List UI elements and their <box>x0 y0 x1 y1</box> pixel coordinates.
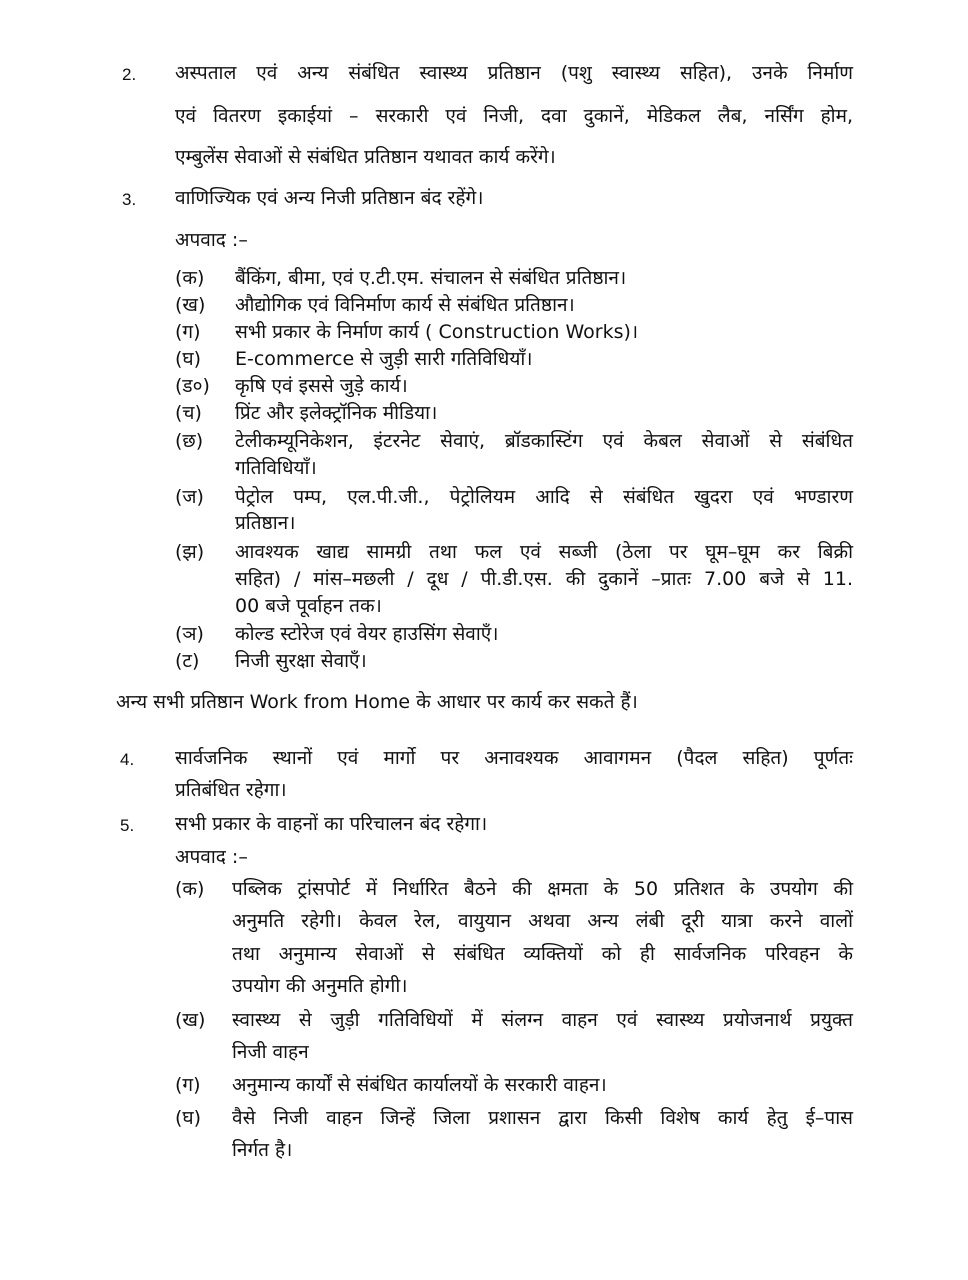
item-text: सहित) / मांस–मछली / दूध / पी.डी.एस. की दुकानें –प्रातः 7.00 बजे से 11. <box>235 568 853 590</box>
item-text: निजी वाहन <box>232 1041 309 1063</box>
item-text: कोल्ड स्टोरेज एवं वेयर हाउसिंग सेवाएँ। <box>235 623 499 645</box>
section-text-line: सभी प्रकार के वाहनों का परिचालन बंद रहेगा। <box>175 813 488 835</box>
item-text: पेट्रोल पम्प, एल.पी.जी., पेट्रोलियम आदि से संबंधित खुदरा एवं भण्डारण <box>235 486 853 508</box>
item-label: (ग) <box>175 1074 201 1096</box>
item-label: (ख) <box>175 294 206 316</box>
section-text-line: वाणिज्यिक एवं अन्य निजी प्रतिष्ठान बंद रहेंगे। <box>175 187 484 209</box>
item-text: निजी सुरक्षा सेवाएँ। <box>235 650 367 672</box>
item-text: E-commerce से जुड़ी सारी गतिविधियाँ। <box>235 348 533 370</box>
item-text: पब्लिक ट्रांसपोर्ट में निर्धारित बैठने की क्षमता के 50 प्रतिशत के उपयोग की <box>232 878 853 900</box>
section-number: 5. <box>120 816 135 835</box>
item-text: प्रतिष्ठान। <box>235 512 296 534</box>
item-label: (क) <box>175 878 205 900</box>
item-label: (क) <box>175 267 205 289</box>
section-text-line: एम्बुलेंस सेवाओं से संबंधित प्रतिष्ठान यथावत कार्य करेंगे। <box>175 146 556 168</box>
footer-note: अन्य सभी प्रतिष्ठान Work from Home के आधार पर कार्य कर सकते हैं। <box>116 691 638 713</box>
item-label: (ख) <box>175 1009 206 1031</box>
item-text: बैंकिंग, बीमा, एवं ए.टी.एम. संचालन से संबंधित प्रतिष्ठान। <box>235 267 627 289</box>
exception-label: अपवाद :– <box>175 229 248 251</box>
item-text: टेलीकम्यूनिकेशन, इंटरनेट सेवाएं, ब्रॉडकास्टिंग एवं केबल सेवाओं से संबंधित <box>235 430 853 452</box>
item-text: तथा अनुमान्य सेवाओं से संबंधित व्यक्तियों को ही सार्वजनिक परिवहन के <box>232 943 853 965</box>
item-label: (ग) <box>175 321 201 343</box>
item-text: प्रिंट और इलेक्ट्रॉनिक मीडिया। <box>235 402 438 424</box>
item-label: (ञ) <box>175 623 204 645</box>
item-label: (घ) <box>175 348 202 370</box>
item-label: (झ) <box>175 541 205 563</box>
item-label: (ड०) <box>175 375 210 397</box>
section-text-line: प्रतिबंधित रहेगा। <box>175 779 287 801</box>
item-text: औद्योगिक एवं विनिर्माण कार्य से संबंधित प्रतिष्ठान। <box>235 294 575 316</box>
section-text-line: सार्वजनिक स्थानों एवं मार्गो पर अनावश्यक आवागमन (पैदल सहित) पूर्णतः <box>175 747 853 769</box>
item-text: अनुमति रहेगी। केवल रेल, वायुयान अथवा अन्य लंबी दूरी यात्रा करने वालों <box>232 910 853 932</box>
item-text: आवश्यक खाद्य सामग्री तथा फल एवं सब्जी (ठेला पर घूम–घूम कर बिक्री <box>235 541 853 563</box>
exception-label: अपवाद :– <box>175 846 248 868</box>
item-text: निर्गत है। <box>232 1139 293 1161</box>
section-number: 4. <box>120 750 135 769</box>
item-text: वैसे निजी वाहन जिन्हें जिला प्रशासन द्वारा किसी विशेष कार्य हेतु ई–पास <box>232 1107 853 1129</box>
section-text-line: एवं वितरण इकाईयां – सरकारी एवं निजी, दवा दुकानें, मेडिकल लैब, नर्सिंग होम, <box>175 105 853 127</box>
item-label: (छ) <box>175 430 204 452</box>
item-label: (ट) <box>175 650 200 672</box>
item-label: (घ) <box>175 1107 202 1129</box>
item-text: गतिविधियाँ। <box>235 457 317 479</box>
item-text: कृषि एवं इससे जुड़े कार्य। <box>235 375 408 397</box>
item-label: (च) <box>175 402 202 424</box>
item-text: 00 बजे पूर्वाहन तक। <box>235 595 382 617</box>
item-text: अनुमान्य कार्यों से संबंधित कार्यालयों के सरकारी वाहन। <box>232 1074 607 1096</box>
item-text: उपयोग की अनुमति होगी। <box>232 975 408 997</box>
section-number: 2. <box>122 65 137 84</box>
item-text: स्वास्थ्य से जुड़ी गतिविधियों में संलग्न वाहन एवं स्वास्थ्य प्रयोजनार्थ प्रयुक्त <box>232 1009 853 1031</box>
section-number: 3. <box>122 190 137 209</box>
section-text-line: अस्पताल एवं अन्य संबंधित स्वास्थ्य प्रतिष्ठान (पशु स्वास्थ्य सहित), उनके निर्माण <box>175 62 853 84</box>
item-text: सभी प्रकार के निर्माण कार्य ( Construction Works)। <box>235 321 639 343</box>
item-label: (ज) <box>175 486 204 508</box>
